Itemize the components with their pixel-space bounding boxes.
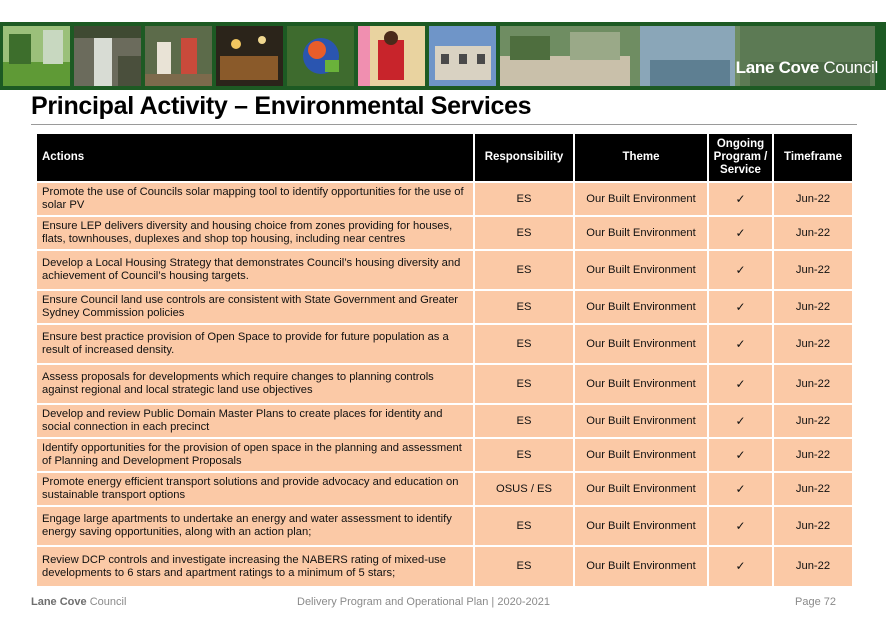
theme-cell: Our Built Environment [574, 546, 708, 586]
building-photo [429, 26, 496, 86]
ongoing-check-cell: ✓ [708, 364, 773, 404]
table-row [37, 364, 852, 404]
action-cell: Promote the use of Councils solar mapping tool to identify opportunities for the use of solar PV [37, 182, 474, 216]
timeframe-cell: Jun-22 [773, 250, 852, 290]
action-cell: Promote energy efficient transport solutions and provide advocacy and education on sustainable transport options [37, 472, 474, 506]
ongoing-check-cell: ✓ [708, 546, 773, 586]
timeframe-cell: Jun-22 [773, 290, 852, 324]
table-row [37, 404, 852, 438]
timeframe-cell: Jun-22 [773, 546, 852, 586]
theme-cell: Our Built Environment [574, 216, 708, 250]
lorikeet-photo [287, 26, 354, 86]
col-header-ongoing: Ongoing Program / Service [708, 134, 773, 182]
action-cell: Assess proposals for developments which require changes to planning controls against regional and local strategic land use objectives [37, 364, 474, 404]
theme-cell: Our Built Environment [574, 438, 708, 472]
ongoing-check-cell: ✓ [708, 506, 773, 546]
night-market-photo [216, 26, 283, 86]
timeframe-cell: Jun-22 [773, 506, 852, 546]
responsibility-cell: ES [474, 324, 574, 364]
creek-photo [74, 26, 141, 86]
responsibility-cell: ES [474, 546, 574, 586]
responsibility-cell: ES [474, 364, 574, 404]
responsibility-cell: ES [474, 506, 574, 546]
theme-cell: Our Built Environment [574, 472, 708, 506]
responsibility-cell: ES [474, 250, 574, 290]
ongoing-check-cell: ✓ [708, 324, 773, 364]
responsibility-cell: ES [474, 290, 574, 324]
responsibility-cell: ES [474, 182, 574, 216]
theme-cell: Our Built Environment [574, 404, 708, 438]
ongoing-check-cell: ✓ [708, 250, 773, 290]
action-cell: Develop a Local Housing Strategy that demonstrates Council’s housing diversity and achievement of Council’s housing targets. [37, 250, 474, 290]
responsibility-cell: ES [474, 404, 574, 438]
ongoing-check-cell: ✓ [708, 404, 773, 438]
header-banner [0, 22, 886, 90]
title-divider [31, 124, 857, 125]
theme-cell: Our Built Environment [574, 250, 708, 290]
table-row [37, 438, 852, 472]
table-row [37, 324, 852, 364]
responsibility-cell: ES [474, 438, 574, 472]
timeframe-cell: Jun-22 [773, 364, 852, 404]
action-cell: Engage large apartments to undertake an energy and water assessment to identify energy saving opportunities, along with an action plan; [37, 506, 474, 546]
timeframe-cell: Jun-22 [773, 182, 852, 216]
ongoing-check-cell: ✓ [708, 472, 773, 506]
timeframe-cell: Jun-22 [773, 472, 852, 506]
col-header-actions: Actions [37, 134, 474, 182]
activity-table [37, 134, 852, 586]
performer-photo [358, 26, 425, 86]
ongoing-check-cell: ✓ [708, 290, 773, 324]
timeframe-cell: Jun-22 [773, 438, 852, 472]
timeframe-cell: Jun-22 [773, 216, 852, 250]
festival-photo [145, 26, 212, 86]
action-cell: Develop and review Public Domain Master Plans to create places for identity and social connection in each precinct [37, 404, 474, 438]
ongoing-check-cell: ✓ [708, 438, 773, 472]
action-cell: Ensure Council land use controls are consistent with State Government and Greater Sydney Commission policies [37, 290, 474, 324]
table-row [37, 182, 852, 216]
theme-cell: Our Built Environment [574, 290, 708, 324]
table-row [37, 290, 852, 324]
table-header-row [37, 134, 852, 182]
park-photo [3, 26, 70, 86]
action-cell: Review DCP controls and investigate increasing the NABERS rating of mixed-use developments to 6 stars and apartment ratings to a minimum of 5 stars; [37, 546, 474, 586]
table-row [37, 546, 852, 586]
table-row [37, 216, 852, 250]
brand-secondary: Council [823, 58, 878, 77]
action-cell: Ensure best practice provision of Open Space to provide for future population as a result of increased density. [37, 324, 474, 364]
ongoing-check-cell: ✓ [708, 216, 773, 250]
ongoing-check-cell: ✓ [708, 182, 773, 216]
footer-org-secondary: Council [89, 596, 127, 608]
action-cell: Ensure LEP delivers diversity and housing choice from zones providing for houses, flats, townhouses, duplexes and shop top housing, including near centres [37, 216, 474, 250]
brand-logo [736, 58, 878, 78]
footer-page-number: Page 72 [795, 596, 836, 608]
table-row [37, 250, 852, 290]
responsibility-cell: ES [474, 216, 574, 250]
theme-cell: Our Built Environment [574, 364, 708, 404]
col-header-theme: Theme [574, 134, 708, 182]
col-header-responsibility: Responsibility [474, 134, 574, 182]
theme-cell: Our Built Environment [574, 506, 708, 546]
brand-primary: Lane Cove [735, 58, 819, 77]
table-row [37, 506, 852, 546]
footer-document-title: Delivery Program and Operational Plan | 2020-2021 [297, 596, 550, 608]
timeframe-cell: Jun-22 [773, 404, 852, 438]
footer-org [31, 596, 126, 608]
page-title: Principal Activity – Environmental Services [31, 92, 532, 120]
theme-cell: Our Built Environment [574, 324, 708, 364]
footer-org-primary: Lane Cove [31, 596, 87, 608]
action-cell: Identify opportunities for the provision of open space in the planning and assessment of Planning and Development Proposals [37, 438, 474, 472]
col-header-timeframe: Timeframe [773, 134, 852, 182]
theme-cell: Our Built Environment [574, 182, 708, 216]
table-row [37, 472, 852, 506]
timeframe-cell: Jun-22 [773, 324, 852, 364]
responsibility-cell: OSUS / ES [474, 472, 574, 506]
